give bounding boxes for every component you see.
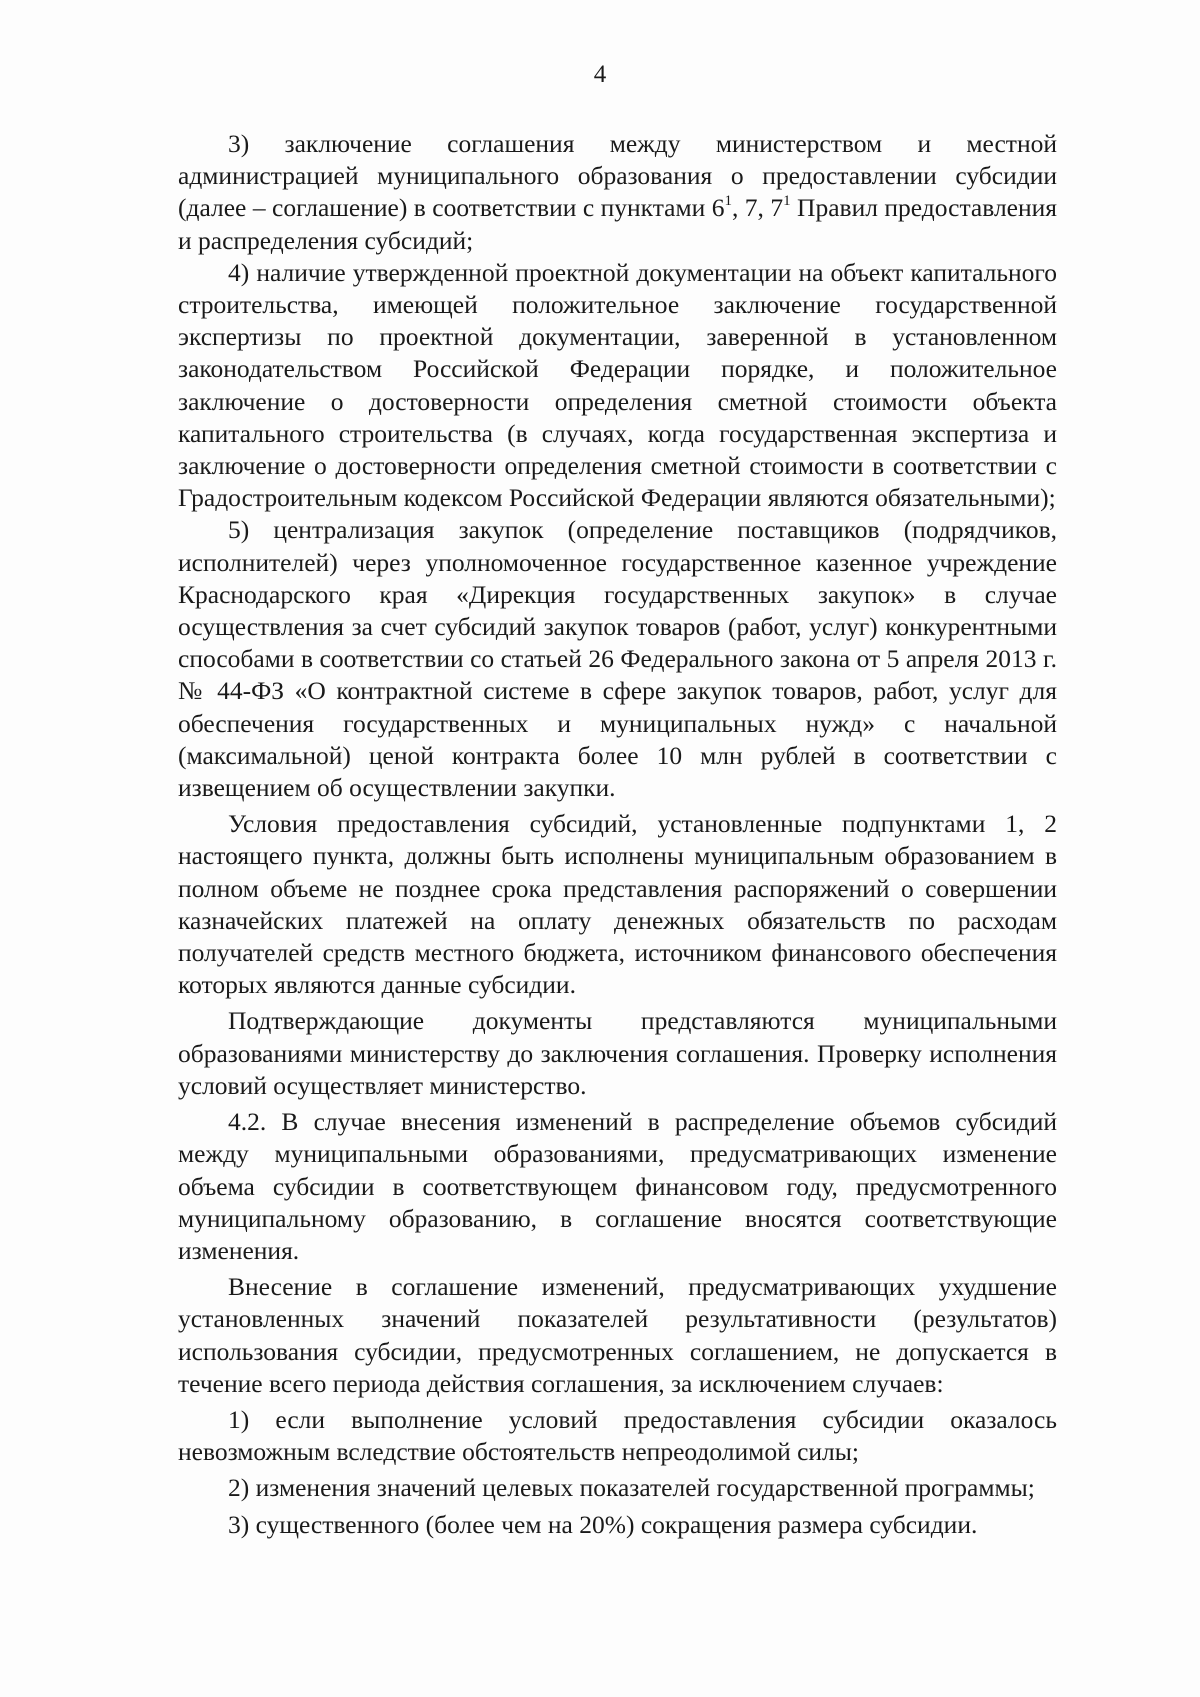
paragraph-text: Внесение в соглашение изменений, предусматривающих ухудшение установленных значений показателей результативности (результатов) использования субсидии, предусмотренных соглашением, не допускается в течение всего периода действия соглашения, за исключением случаев:: [178, 1272, 1057, 1398]
paragraph-text: 1) если выполнение условий предоставления субсидии оказалось невозможным вследствие обстоятельств непреодолимой силы;: [178, 1404, 1057, 1467]
superscript: 1: [783, 192, 791, 209]
superscript: 1: [724, 192, 732, 209]
paragraph: [178, 1509, 1057, 1541]
paragraph-text: 3) существенного (более чем на 20%) сокращения размера субсидии.: [228, 1509, 978, 1539]
paragraph: [178, 1404, 1057, 1468]
paragraph: [178, 808, 1057, 1001]
paragraph-text: 4.2. В случае внесения изменений в распределение объемов субсидий между муниципальными образованиями, предусматривающих изменение объема субсидии в соответствующем финансовом году, предусмотренного муниципальному образованию, в соглашение вносятся соответствующие изменения.: [178, 1107, 1057, 1265]
paragraph: [178, 1271, 1057, 1400]
paragraph-text: 2) изменения значений целевых показателей государственной программы;: [228, 1473, 1035, 1503]
paragraph: [178, 514, 1057, 804]
paragraph: [178, 128, 1057, 257]
paragraph-text: 3) заключение соглашения между министерством и местной администрацией муниципального образования о предоставлении субсидии (далее – соглашение) в соответствии с пунктами 6: [178, 129, 1057, 223]
paragraph: [178, 1005, 1057, 1102]
paragraph-text: Условия предоставления субсидий, установленные подпунктами 1, 2 настоящего пункта, должны быть исполнены муниципальным образованием в полном объеме не позднее срока представления распоряжений о совершении казначейских платежей на оплату денежных обязательств по расходам получателей средств местного бюджета, источником финансового обеспечения которых являются данные субсидии.: [178, 809, 1057, 1000]
paragraph-text: , 7, 7: [731, 193, 784, 223]
page-number: 4: [593, 61, 607, 88]
paragraph: [178, 257, 1057, 515]
paragraph-text: Подтверждающие документы представляются муниципальными образованиями министерству до заключения соглашения. Проверку исполнения условий осуществляет министерство.: [178, 1006, 1057, 1100]
paragraph: [178, 1472, 1057, 1504]
document-body: [178, 128, 1057, 1541]
paragraph-text: 4) наличие утвержденной проектной документации на объект капитального строительства, имеющей положительное заключение государственной экспертизы по проектной документации, заверенной в установленном законодательством Российской Федерации порядке, и положительное заключение о достоверности определения сметной стоимости объекта капитального строительства (в случаях, когда государственная экспертиза и заключение о достоверности определения сметной стоимости в соответствии с Градостроительным кодексом Российской Федерации являются обязательными);: [178, 257, 1057, 513]
paragraph-text: Правил предоставления и распределения субсидий;: [178, 193, 1058, 255]
paragraph: [178, 1106, 1057, 1267]
paragraph-text: 5) централизация закупок (определение поставщиков (подрядчиков, исполнителей) через уполномоченное государственное казенное учреждение Краснодарского края «Дирекция государственных закупок» в случае осуществления за счет субсидий закупок товаров (работ, услуг) конкурентными способами в соответствии со статьей 26 Федерального закона от 5 апреля 2013 г. № 44-ФЗ «О контрактной системе в сфере закупок товаров, работ, услуг для обеспечения государственных и муниципальных нужд» с начальной (максимальной) ценой контракта более 10 млн рублей в соответствии с извещением об осуществлении закупки.: [178, 515, 1057, 803]
